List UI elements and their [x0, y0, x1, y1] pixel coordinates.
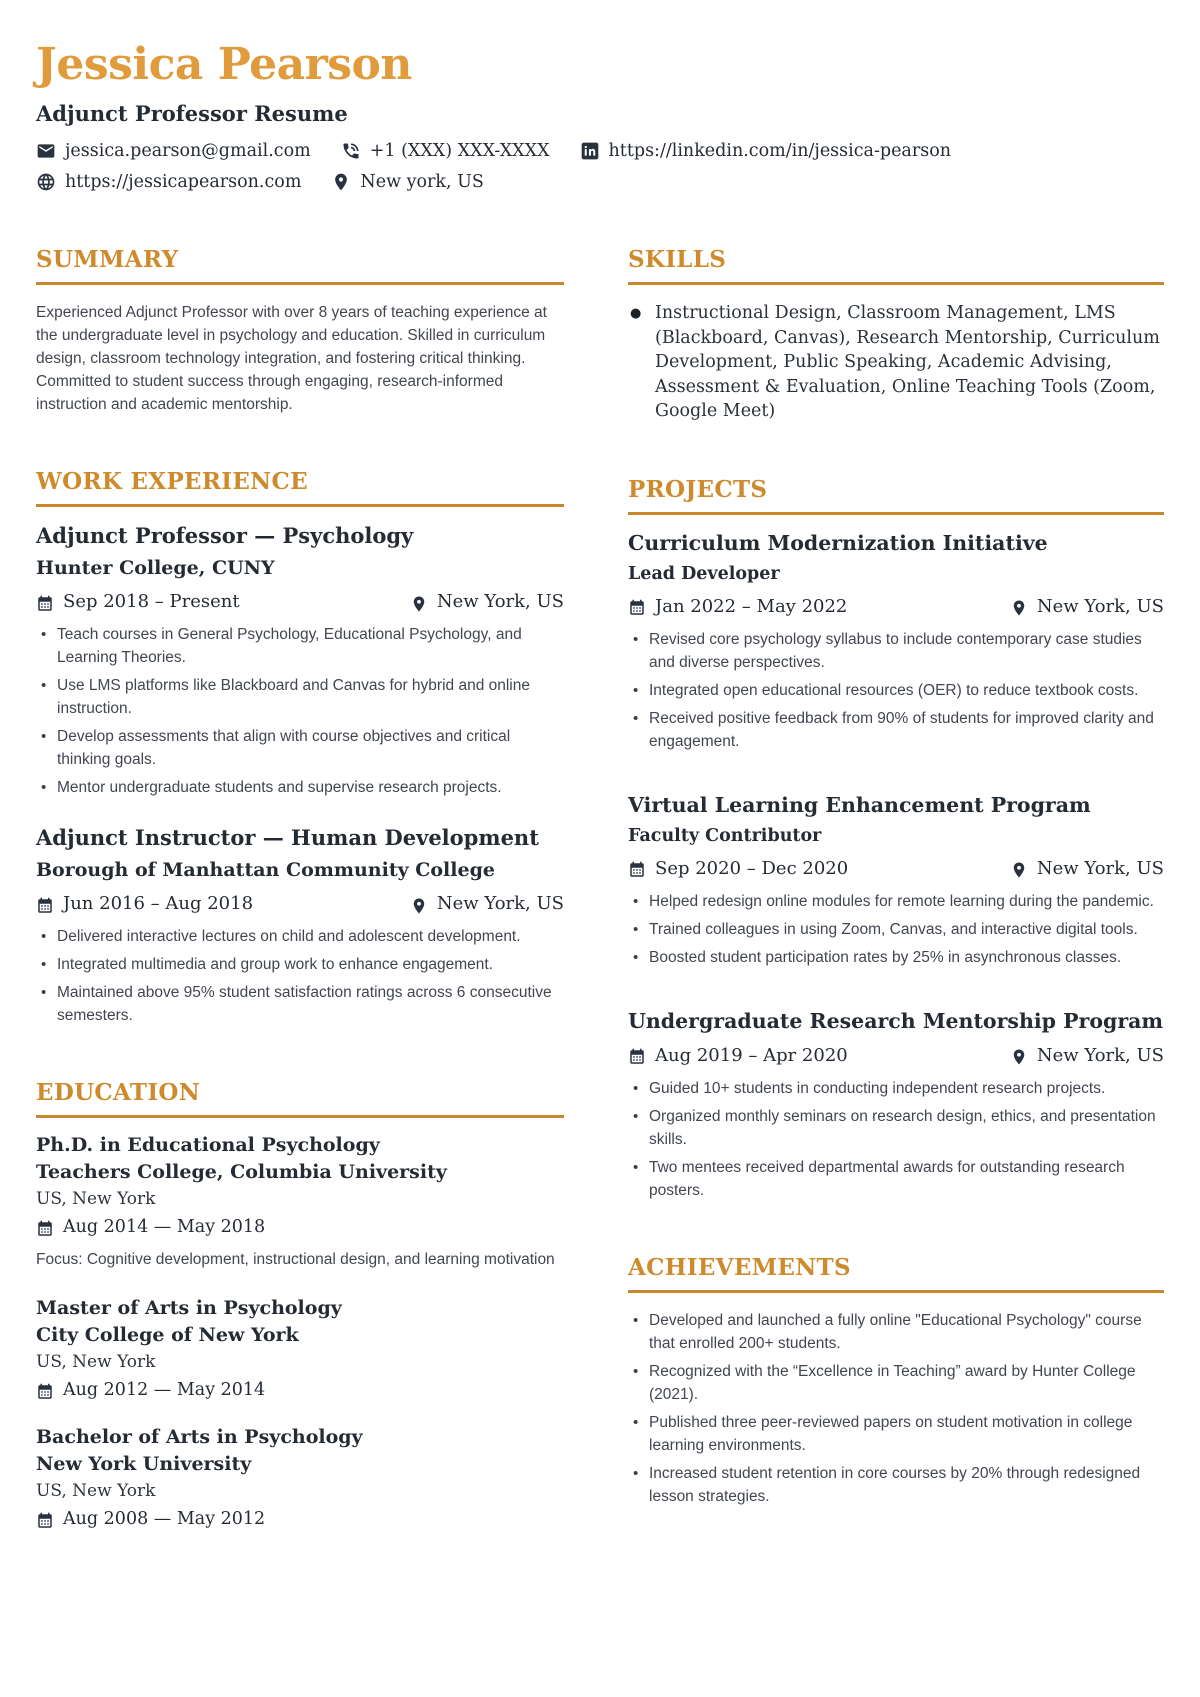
job-location-text: New York, US — [436, 591, 564, 613]
project-bullet: • Organized monthly seminars on research design, ethics, and presentation skills. — [628, 1105, 1164, 1151]
contact-phone-text: +1 (XXX) XXX-XXXX — [369, 141, 550, 162]
calendar-icon — [36, 897, 54, 915]
location-pin-icon — [1010, 1048, 1028, 1066]
location-pin-icon — [1010, 861, 1028, 879]
job-position: Adjunct Professor — Psychology — [36, 523, 414, 549]
section-education — [36, 1079, 564, 1529]
resume-subtitle: Adjunct Professor Resume — [36, 101, 348, 127]
job-dates — [36, 893, 253, 914]
calendar-icon — [36, 1512, 54, 1530]
project-bullet: • Revised core psychology syllabus to include contemporary case studies and diverse perspectives. — [628, 628, 1164, 674]
candidate-name: Jessica Pearson — [36, 39, 412, 90]
contact-phone — [341, 141, 550, 161]
project-title: Undergraduate Research Mentorship Program — [628, 1008, 1164, 1033]
education-meta — [36, 1509, 564, 1529]
calendar-icon — [36, 1220, 54, 1238]
achievements-title: ACHIEVEMENTS — [628, 1254, 1164, 1293]
project-entry — [628, 531, 1164, 753]
calendar-icon — [36, 595, 54, 613]
contact-email-text[interactable]: jessica.pearson@gmail.com — [65, 141, 311, 162]
contact-email — [36, 141, 311, 161]
project-location — [1010, 1045, 1164, 1066]
job-entry — [36, 825, 564, 1027]
calendar-icon — [628, 1048, 646, 1066]
job-bullet: • Use LMS platforms like Blackboard and Canvas for hybrid and online instruction. — [36, 674, 564, 720]
section-achievements — [628, 1254, 1164, 1508]
job-date-text: Jun 2016 – Aug 2018 — [63, 893, 254, 915]
project-bullet-list — [628, 628, 1164, 753]
project-entry — [628, 793, 1164, 969]
degree-name: Bachelor of Arts in Psychology — [36, 1426, 363, 1449]
project-meta — [628, 596, 1164, 617]
job-dates — [36, 591, 240, 612]
education-dates — [36, 1380, 265, 1400]
skills-item: ● Instructional Design, Classroom Management, LMS (Blackboard, Canvas), Research Mentorship, Curriculum Development, Public Speaking, Academic Advising, Assessment & Evaluation, Online Teaching Tools (Zoom, Google Meet) — [628, 301, 1164, 424]
school-name: New York University — [36, 1453, 252, 1476]
job-location — [410, 591, 564, 612]
school-location: US, New York — [36, 1189, 156, 1210]
contact-website-text[interactable]: https://jessicapearson.com — [65, 172, 302, 193]
project-bullet: • Received positive feedback from 90% of students for improved clarity and engagement. — [628, 707, 1164, 753]
education-entry — [36, 1426, 564, 1529]
job-entry — [36, 523, 564, 799]
project-role: Lead Developer — [628, 563, 780, 584]
job-bullet: • Delivered interactive lectures on child and adolescent development. — [36, 925, 564, 948]
contact-linkedin-text[interactable]: https://linkedin.com/in/jessica-pearson — [608, 141, 952, 162]
project-title: Virtual Learning Enhancement Program — [628, 792, 1091, 817]
contact-row-2 — [36, 172, 1164, 192]
school-name: City College of New York — [36, 1324, 299, 1347]
achievement-bullet: • Developed and launched a fully online "Educational Psychology" course that enrolled 200+ students. — [628, 1309, 1164, 1355]
project-bullet: • Guided 10+ students in conducting independent research projects. — [628, 1077, 1164, 1100]
job-bullet: • Develop assessments that align with course objectives and critical thinking goals. — [36, 725, 564, 771]
contact-location — [331, 172, 483, 192]
education-entry — [36, 1297, 564, 1400]
job-bullet: • Teach courses in General Psychology, Educational Psychology, and Learning Theories. — [36, 623, 564, 669]
project-date-text: Aug 2019 – Apr 2020 — [655, 1044, 848, 1066]
phone-icon — [341, 141, 361, 161]
education-entry — [36, 1134, 564, 1271]
calendar-icon — [36, 1383, 54, 1401]
education-focus-note: Focus: Cognitive development, instructional design, and learning motivation — [36, 1251, 555, 1269]
section-work-experience — [36, 468, 564, 1027]
job-bullet: • Maintained above 95% student satisfaction ratings across 6 consecutive semesters. — [36, 981, 564, 1027]
project-dates — [628, 596, 847, 617]
linkedin-icon — [580, 141, 600, 161]
degree-name: Master of Arts in Psychology — [36, 1297, 342, 1320]
left-column — [36, 246, 564, 1529]
project-entry — [628, 1009, 1164, 1202]
education-date-text: Aug 2012 — May 2014 — [63, 1380, 266, 1401]
project-meta — [628, 1045, 1164, 1066]
skills-title: SKILLS — [628, 246, 1164, 285]
job-date-text: Sep 2018 – Present — [63, 591, 240, 613]
project-bullet: • Integrated open educational resources (OER) to reduce textbook costs. — [628, 679, 1164, 702]
resume-header — [36, 39, 1164, 193]
section-projects — [628, 476, 1164, 1202]
project-location-text: New York, US — [1036, 595, 1164, 617]
section-skills — [628, 246, 1164, 424]
education-meta — [36, 1217, 564, 1237]
project-bullet: • Two mentees received departmental awards for outstanding research posters. — [628, 1156, 1164, 1202]
job-bullet-list — [36, 925, 564, 1027]
education-date-text: Aug 2014 — May 2018 — [63, 1217, 266, 1238]
job-position: Adjunct Instructor — Human Development — [36, 825, 539, 851]
work-experience-title: WORK EXPERIENCE — [36, 468, 564, 507]
calendar-icon — [628, 599, 646, 617]
right-column — [628, 246, 1164, 1529]
job-bullet-list — [36, 623, 564, 799]
location-pin-icon — [1010, 599, 1028, 617]
location-pin-icon — [331, 172, 351, 192]
summary-text: Experienced Adjunct Professor with over 8 years of teaching experience at the undergraduate level in psychology and education. Skilled in curriculum design, classroom technology integration, and fostering critical thinking. Committed to student success through engaging, research-informed instruction and academic mentorship. — [36, 304, 547, 414]
job-location — [410, 893, 564, 914]
calendar-icon — [628, 861, 646, 879]
education-dates — [36, 1509, 265, 1529]
achievement-bullet: • Recognized with the “Excellence in Teaching” award by Hunter College (2021). — [628, 1360, 1164, 1406]
location-pin-icon — [410, 897, 428, 915]
achievements-list — [628, 1309, 1164, 1508]
resume-columns — [36, 246, 1164, 1529]
project-title: Curriculum Modernization Initiative — [628, 530, 1048, 555]
job-meta — [36, 591, 564, 612]
project-bullet-list — [628, 890, 1164, 969]
job-bullet: • Mentor undergraduate students and supervise research projects. — [36, 776, 564, 799]
section-summary — [36, 246, 564, 416]
job-company: Hunter College, CUNY — [36, 557, 275, 580]
job-bullet: • Integrated multimedia and group work to enhance engagement. — [36, 953, 564, 976]
project-location — [1010, 858, 1164, 879]
education-dates — [36, 1217, 265, 1237]
project-meta — [628, 858, 1164, 879]
projects-title: PROJECTS — [628, 476, 1164, 515]
achievement-bullet: • Increased student retention in core courses by 20% through redesigned lesson strategies. — [628, 1462, 1164, 1508]
project-date-text: Jan 2022 – May 2022 — [655, 595, 848, 617]
contact-location-text: New york, US — [360, 172, 484, 193]
education-title: EDUCATION — [36, 1079, 564, 1118]
education-meta — [36, 1380, 564, 1400]
contact-row-1 — [36, 141, 1164, 161]
project-location-text: New York, US — [1036, 1044, 1164, 1066]
project-bullet: • Helped redesign online modules for remote learning during the pandemic. — [628, 890, 1164, 913]
education-date-text: Aug 2008 — May 2012 — [63, 1509, 266, 1530]
project-role: Faculty Contributor — [628, 825, 822, 846]
achievement-bullet: • Published three peer-reviewed papers on student motivation in college learning environments. — [628, 1411, 1164, 1457]
job-company: Borough of Manhattan Community College — [36, 859, 495, 882]
school-location: US, New York — [36, 1481, 156, 1502]
envelope-icon — [36, 141, 56, 161]
degree-name: Ph.D. in Educational Psychology — [36, 1134, 380, 1157]
skills-list — [628, 301, 1164, 424]
contact-info — [36, 141, 1164, 192]
location-pin-icon — [410, 595, 428, 613]
job-meta — [36, 893, 564, 914]
school-location: US, New York — [36, 1352, 156, 1373]
project-location-text: New York, US — [1036, 857, 1164, 879]
project-bullet: • Trained colleagues in using Zoom, Canvas, and interactive digital tools. — [628, 918, 1164, 941]
project-dates — [628, 1045, 848, 1066]
globe-icon — [36, 172, 56, 192]
project-dates — [628, 858, 848, 879]
project-location — [1010, 596, 1164, 617]
job-location-text: New York, US — [436, 893, 564, 915]
project-bullet-list — [628, 1077, 1164, 1202]
contact-linkedin — [580, 141, 952, 161]
school-name: Teachers College, Columbia University — [36, 1161, 447, 1184]
summary-title: SUMMARY — [36, 246, 564, 285]
project-date-text: Sep 2020 – Dec 2020 — [655, 857, 849, 879]
contact-website — [36, 172, 301, 192]
project-bullet: • Boosted student participation rates by 25% in asynchronous classes. — [628, 946, 1164, 969]
